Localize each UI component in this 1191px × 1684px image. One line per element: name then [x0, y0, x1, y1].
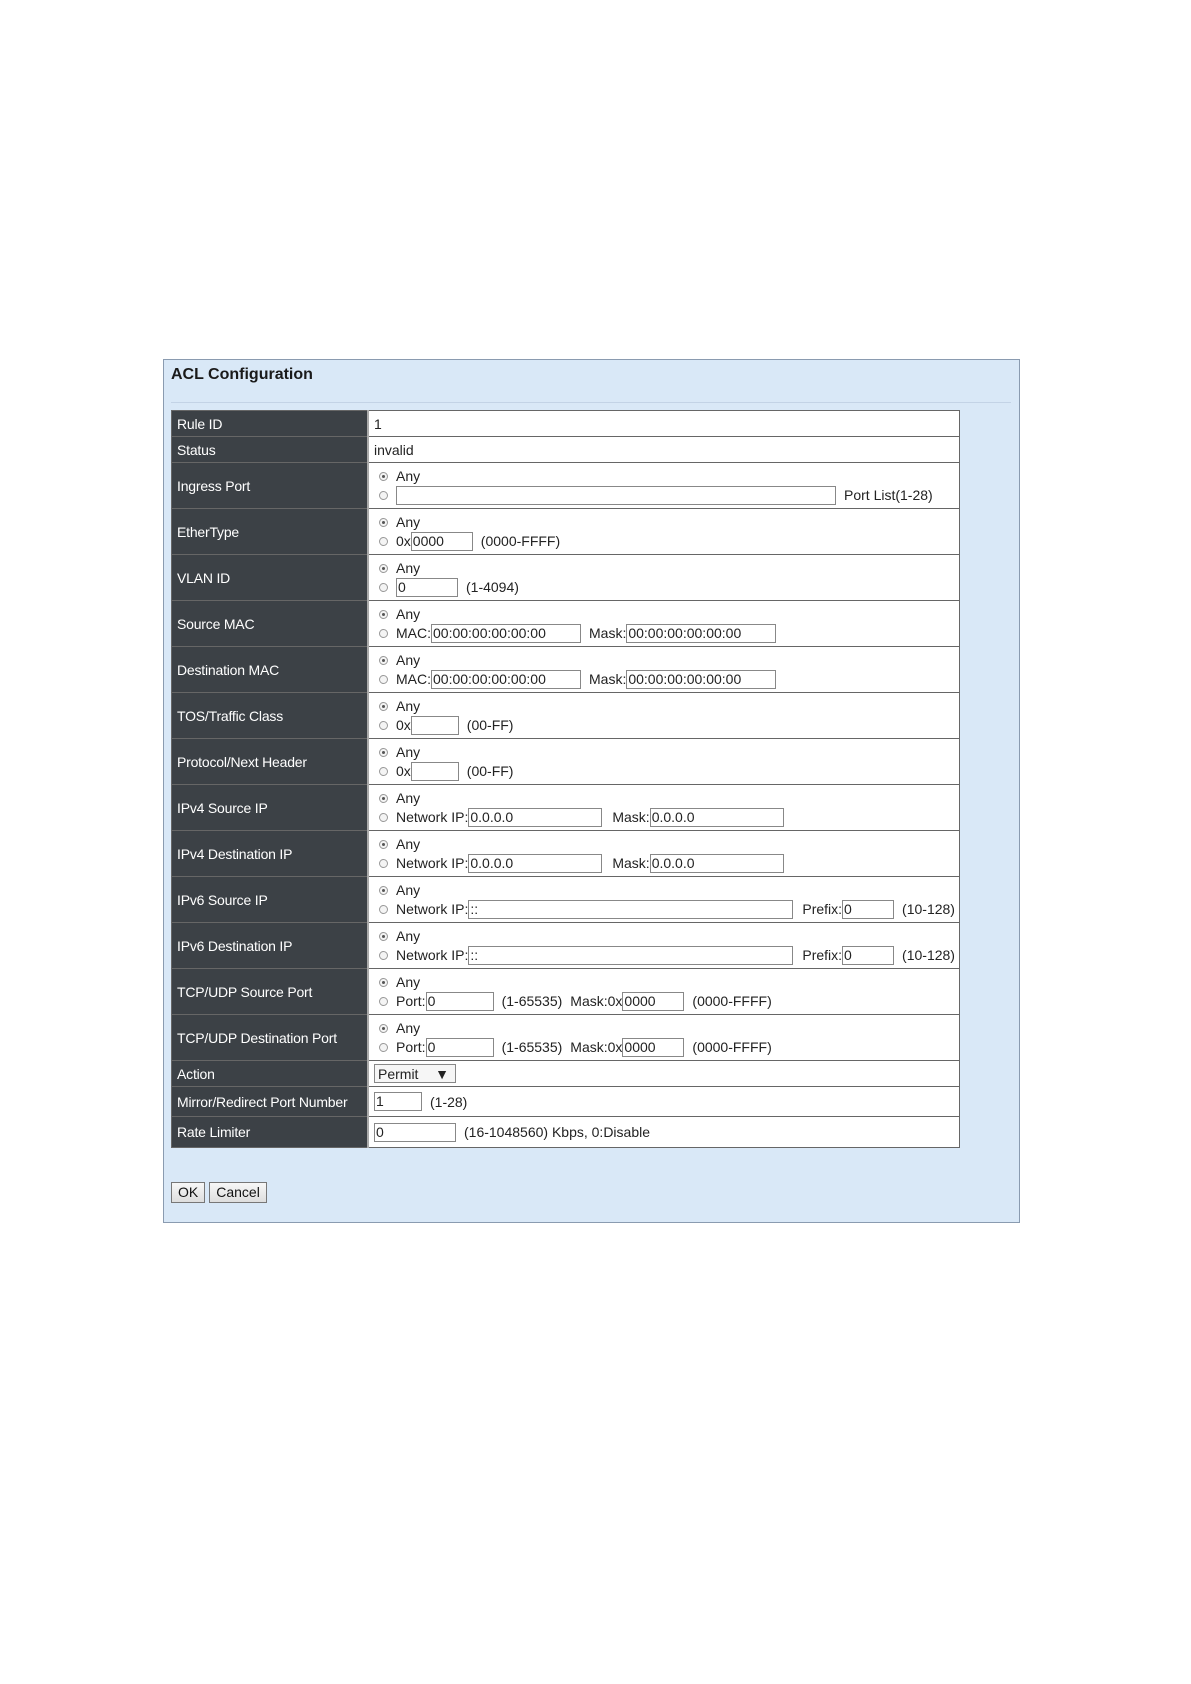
tcp-src-mask-input[interactable]: 0000 [622, 992, 684, 1011]
radio-label: Any [396, 698, 421, 714]
form-buttons [171, 1182, 267, 1203]
mac-label: MAC: [396, 671, 431, 687]
row-tcp-udp-source-port [172, 969, 960, 1015]
row-label: TCP/UDP Destination Port [172, 1015, 369, 1061]
protocol-input[interactable] [411, 762, 459, 781]
hint-text: (10-128) [902, 947, 955, 963]
hint-text: Port List(1-28) [844, 487, 933, 503]
vlan-any-radio[interactable] [379, 564, 388, 573]
radio-label: Any [396, 560, 421, 576]
hint-text: (16-1048560) Kbps, 0:Disable [464, 1124, 651, 1140]
radio-label: Any [396, 1020, 421, 1036]
tos-input[interactable] [411, 716, 459, 735]
dst-mac-any-radio[interactable] [379, 656, 388, 665]
row-tos-traffic-class [172, 693, 960, 739]
row-label: Mirror/Redirect Port Number [172, 1087, 369, 1117]
ipv6-src-custom-radio[interactable] [379, 905, 388, 914]
dst-mac-mask-input[interactable]: 00:00:00:00:00:00 [626, 670, 776, 689]
radio-label: Any [396, 514, 421, 530]
tos-any-radio[interactable] [379, 702, 388, 711]
ipv6-dst-ip-input[interactable]: :: [468, 946, 793, 965]
ipv6-src-any-radio[interactable] [379, 886, 388, 895]
cancel-button[interactable]: Cancel [209, 1182, 267, 1203]
row-tcp-udp-destination-port [172, 1015, 960, 1061]
ipv6-dst-custom-radio[interactable] [379, 951, 388, 960]
acl-configuration-panel [163, 359, 1020, 1223]
row-label: Protocol/Next Header [172, 739, 369, 785]
row-label: Source MAC [172, 601, 369, 647]
mask-label: Mask: [612, 809, 650, 825]
src-mac-mask-input[interactable]: 00:00:00:00:00:00 [626, 624, 776, 643]
radio-label: Any [396, 790, 421, 806]
ipv6-src-prefix-input[interactable]: 0 [842, 900, 894, 919]
prefix-label: 0x [396, 763, 411, 779]
hint-text: (1-65535) [501, 1039, 563, 1055]
ipv6-src-ip-input[interactable]: :: [468, 900, 793, 919]
row-label: TOS/Traffic Class [172, 693, 369, 739]
action-select[interactable] [374, 1064, 456, 1083]
hint-text: (0000-FFFF) [692, 993, 772, 1009]
ipv4-dst-ip-input[interactable]: 0.0.0.0 [468, 854, 602, 873]
rule-id-value: 1 [368, 411, 960, 437]
row-label: IPv4 Destination IP [172, 831, 369, 877]
src-mac-input[interactable]: 00:00:00:00:00:00 [431, 624, 581, 643]
ipv6-dst-prefix-input[interactable]: 0 [842, 946, 894, 965]
row-ipv6-source-ip [172, 877, 960, 923]
radio-label: Any [396, 836, 421, 852]
dst-mac-input[interactable]: 00:00:00:00:00:00 [431, 670, 581, 689]
ingress-any-radio[interactable] [379, 472, 388, 481]
radio-label: Any [396, 652, 421, 668]
dropdown-arrow-icon: ▼ [435, 1065, 449, 1082]
ipv4-src-ip-input[interactable]: 0.0.0.0 [468, 808, 602, 827]
row-mirror-redirect-port [172, 1087, 960, 1117]
row-source-mac [172, 601, 960, 647]
src-mac-any-radio[interactable] [379, 610, 388, 619]
ip-label: Network IP: [396, 947, 469, 963]
row-label: IPv6 Source IP [172, 877, 369, 923]
row-label: VLAN ID [172, 555, 369, 601]
tcp-dst-custom-radio[interactable] [379, 1043, 388, 1052]
status-value: invalid [368, 437, 960, 463]
mac-label: MAC: [396, 625, 431, 641]
row-rule-id [172, 411, 960, 437]
row-label: TCP/UDP Source Port [172, 969, 369, 1015]
mask-label: Mask:0x [570, 1039, 623, 1055]
hint-text: (00-FF) [466, 763, 514, 779]
port-label: Port: [396, 1039, 426, 1055]
row-label: Rate Limiter [172, 1117, 369, 1148]
prefix-label: Prefix: [802, 901, 843, 917]
acl-config-table [171, 410, 960, 1148]
tcp-dst-any-radio[interactable] [379, 1024, 388, 1033]
mirror-port-input[interactable]: 1 [374, 1092, 422, 1111]
row-destination-mac [172, 647, 960, 693]
ethertype-input[interactable]: 0000 [411, 532, 473, 551]
rate-limiter-input[interactable]: 0 [374, 1123, 456, 1142]
hint-text: (00-FF) [466, 717, 514, 733]
row-action [172, 1061, 960, 1087]
row-vlan-id [172, 555, 960, 601]
tcp-src-port-input[interactable]: 0 [426, 992, 494, 1011]
radio-label: Any [396, 928, 421, 944]
prefix-label: 0x [396, 717, 411, 733]
src-mac-custom-radio[interactable] [379, 629, 388, 638]
row-label: Rule ID [172, 411, 369, 437]
mask-label: Mask:0x [570, 993, 623, 1009]
ipv4-src-any-radio[interactable] [379, 794, 388, 803]
ethertype-custom-radio[interactable] [379, 537, 388, 546]
tcp-src-custom-radio[interactable] [379, 997, 388, 1006]
row-rate-limiter [172, 1117, 960, 1148]
ingress-list-radio[interactable] [379, 491, 388, 500]
tcp-dst-port-input[interactable]: 0 [426, 1038, 494, 1057]
row-label: Ingress Port [172, 463, 369, 509]
hint-text: (1-65535) [501, 993, 563, 1009]
row-label: IPv6 Destination IP [172, 923, 369, 969]
row-label: Action [172, 1061, 369, 1087]
protocol-custom-radio[interactable] [379, 767, 388, 776]
hint-text: (0000-FFFF) [480, 533, 561, 549]
vlan-custom-radio[interactable] [379, 583, 388, 592]
row-label: Status [172, 437, 369, 463]
ipv4-src-mask-input[interactable]: 0.0.0.0 [650, 808, 784, 827]
protocol-any-radio[interactable] [379, 748, 388, 757]
row-ethertype [172, 509, 960, 555]
title-divider [171, 402, 1011, 403]
ip-label: Network IP: [396, 855, 469, 871]
radio-label: Any [396, 468, 421, 484]
mask-label: Mask: [589, 625, 627, 641]
vlan-id-input[interactable]: 0 [396, 578, 458, 597]
hint-text: (0000-FFFF) [692, 1039, 772, 1055]
mask-label: Mask: [612, 855, 650, 871]
row-status [172, 437, 960, 463]
ipv6-dst-any-radio[interactable] [379, 932, 388, 941]
ethertype-any-radio[interactable] [379, 518, 388, 527]
tos-custom-radio[interactable] [379, 721, 388, 730]
port-label: Port: [396, 993, 426, 1009]
dst-mac-custom-radio[interactable] [379, 675, 388, 684]
ipv4-dst-mask-input[interactable]: 0.0.0.0 [650, 854, 784, 873]
tcp-dst-mask-input[interactable]: 0000 [622, 1038, 684, 1057]
mask-label: Mask: [589, 671, 627, 687]
radio-label: Any [396, 974, 421, 990]
row-label: EtherType [172, 509, 369, 555]
prefix-label: Prefix: [802, 947, 843, 963]
hint-text: (10-128) [902, 901, 955, 917]
tcp-src-any-radio[interactable] [379, 978, 388, 987]
row-ipv4-destination-ip [172, 831, 960, 877]
row-ipv4-source-ip [172, 785, 960, 831]
radio-label: Any [396, 882, 421, 898]
ip-label: Network IP: [396, 809, 469, 825]
radio-label: Any [396, 744, 421, 760]
row-ingress-port [172, 463, 960, 509]
ingress-port-list-input[interactable] [396, 486, 836, 505]
radio-label: Any [396, 606, 421, 622]
row-protocol-next-header [172, 739, 960, 785]
ipv4-dst-any-radio[interactable] [379, 840, 388, 849]
action-selected-value: Permit [378, 1065, 419, 1082]
prefix-label: 0x [396, 533, 411, 549]
row-label: IPv4 Source IP [172, 785, 369, 831]
row-label: Destination MAC [172, 647, 369, 693]
panel-title: ACL Configuration [171, 366, 313, 383]
row-ipv6-destination-ip [172, 923, 960, 969]
ipv4-src-custom-radio[interactable] [379, 813, 388, 822]
ipv4-dst-custom-radio[interactable] [379, 859, 388, 868]
hint-text: (1-28) [430, 1093, 468, 1110]
ok-button[interactable]: OK [171, 1182, 205, 1203]
ip-label: Network IP: [396, 901, 469, 917]
hint-text: (1-4094) [466, 579, 519, 595]
